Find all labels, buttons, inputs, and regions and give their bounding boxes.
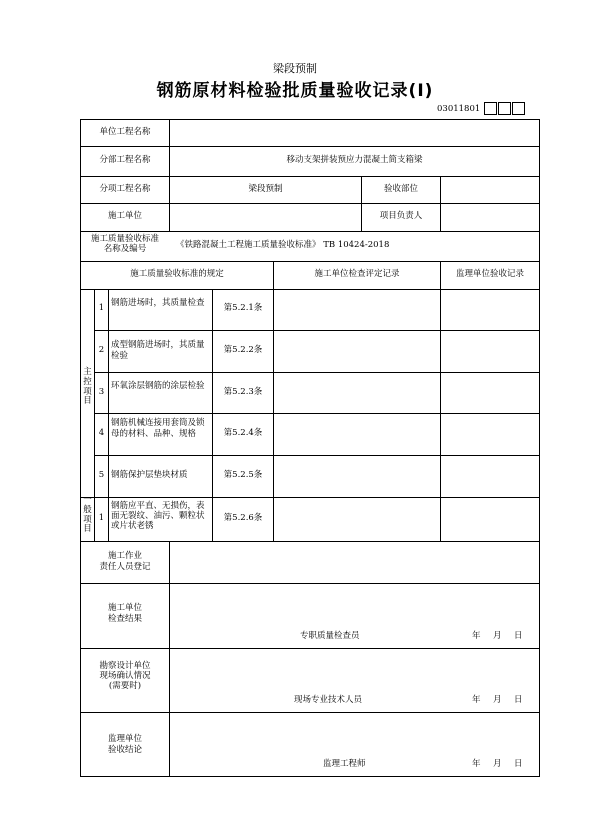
design-line3: (需要时) [108,681,142,692]
responsible-line1: 施工作业 [107,551,142,561]
item-number: 1 [98,513,105,523]
year-label: 年 [472,759,481,769]
item-number: 3 [98,387,105,397]
construction-inspection-label [81,603,169,624]
column-header-construction-record: 施工单位检查评定记录 [314,269,400,279]
general-items-label: 一般项目 [83,495,92,535]
supervision-engineer-label: 监理工程师 [323,759,366,769]
responsible-line2: 责任人员登记 [99,561,151,572]
item-clause: 第5.2.5条 [223,470,263,480]
supervision-record-cell[interactable] [441,498,539,541]
year-label: 年 [472,631,481,641]
responsible-persons-field[interactable] [170,542,539,583]
design-line1: 勘察设计单位 [99,661,151,671]
responsible-persons-label [81,551,169,572]
item-description: 钢筋保护层垫块材质 [111,470,188,480]
item-number: 2 [98,345,105,355]
month-label: 月 [493,695,502,705]
day-label: 日 [514,759,523,769]
supervision-conclusion-label [81,734,169,755]
item-description: 环氧涂层钢筋的涂层检验 [111,381,205,391]
form-code-number: 03011801 [437,103,481,114]
column-header-supervision-record: 监理单位验收记录 [455,269,524,279]
main-control-items-label: 主控项目 [83,367,92,407]
item-project-label: 分项工程名称 [99,184,151,194]
item-clause: 第5.2.4条 [223,428,263,438]
supervision-record-cell[interactable] [441,290,539,330]
item-number: 1 [98,303,105,313]
construction-record-cell[interactable] [274,373,440,413]
item-number: 4 [98,428,105,438]
supervision-record-cell[interactable] [441,456,539,497]
contractor-label: 施工单位 [107,211,142,221]
design-unit-label [81,661,169,692]
item-number: 5 [98,470,105,480]
month-label: 月 [493,759,502,769]
item-clause: 第5.2.2条 [223,345,263,355]
design-line2: 现场确认情况 [99,671,151,682]
document-subtitle: 梁段预制 [273,62,317,75]
day-label: 日 [514,695,523,705]
sub-project-label: 分部工程名称 [99,155,151,165]
sub-project-field[interactable]: 移动支架拼装预应力混凝土简支箱梁 [286,155,423,165]
item-project-field[interactable]: 梁段预制 [248,184,283,194]
construction-record-cell[interactable] [274,290,440,330]
supervision-record-cell[interactable] [441,414,539,455]
unit-project-label: 单位工程名称 [99,127,151,137]
construction-record-cell[interactable] [274,331,440,372]
column-header-spec: 施工质量验收标准的规定 [130,269,224,279]
standard-field[interactable]: 《铁路混凝土工程施工质量验收标准》 TB 10424-2018 [176,240,390,250]
standard-label-line1: 施工质量验收标准 [90,234,159,244]
construction-record-cell[interactable] [274,498,440,541]
year-label: 年 [472,695,481,705]
item-description: 钢筋应平直、无损伤，表面无裂纹、油污、颗粒状或片状老锈 [111,501,205,532]
month-label: 月 [493,631,502,641]
item-description: 钢筋进场时，其质量检查 [111,298,205,308]
item-clause: 第5.2.3条 [223,387,263,397]
construction-record-cell[interactable] [274,456,440,497]
project-leader-label: 项目负责人 [379,211,423,221]
standard-label [81,234,169,254]
supervision-record-cell[interactable] [441,373,539,413]
inspection-line2: 检查结果 [107,613,142,624]
item-clause: 第5.2.6条 [223,513,263,523]
supervision-line1: 监理单位 [107,734,142,744]
supervision-record-cell[interactable] [441,331,539,372]
item-description: 钢筋机械连接用套筒及锁母的材料、品种、规格 [111,418,205,439]
item-description: 成型钢筋进场时，其质量检验 [111,340,205,361]
quality-inspector-label: 专职质量检查员 [300,631,360,641]
item-clause: 第5.2.1条 [223,303,263,313]
site-technician-label: 现场专业技术人员 [294,695,363,705]
construction-record-cell[interactable] [274,414,440,455]
supervision-line2: 验收结论 [107,744,142,755]
inspection-line1: 施工单位 [107,603,142,613]
day-label: 日 [514,631,523,641]
standard-label-line2: 名称及编号 [103,244,147,255]
acceptance-part-label: 验收部位 [383,184,418,194]
document-title: 钢筋原材料检验批质量验收记录(Ⅰ) [156,81,434,101]
